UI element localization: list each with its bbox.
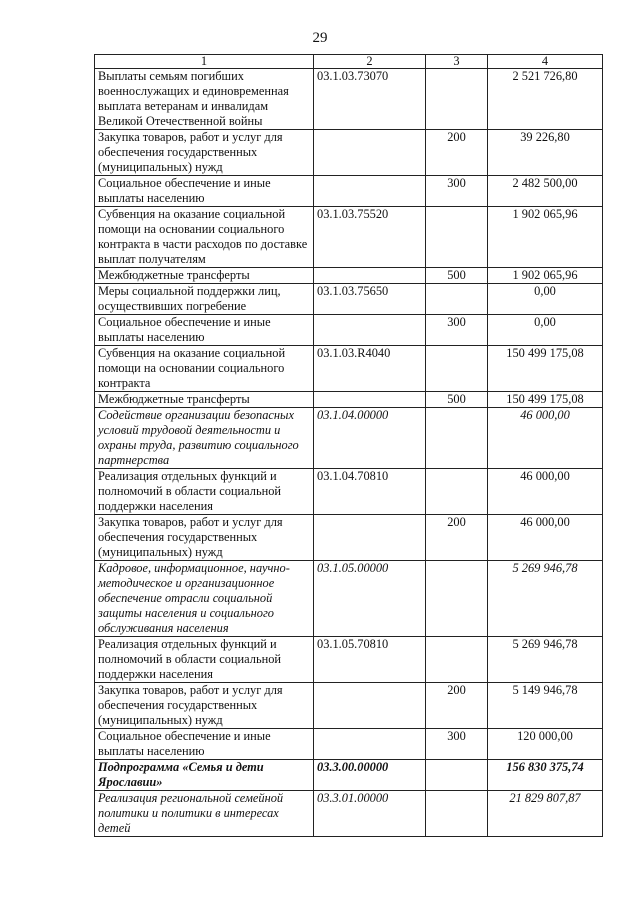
table-body (95, 69, 603, 837)
expense-type-cell: 300 (426, 315, 488, 346)
code-cell: 03.3.00.00000 (314, 760, 426, 791)
amount-cell: 1 902 065,96 (488, 268, 603, 284)
amount-cell: 1 902 065,96 (488, 207, 603, 268)
name-cell: Реализация региональной семейной политики и политики в интересах детей (95, 791, 314, 837)
name-cell: Субвенция на оказание социальной помощи на основании социального контракта (95, 346, 314, 392)
amount-cell: 0,00 (488, 284, 603, 315)
table-row (95, 561, 603, 637)
expense-type-cell (426, 561, 488, 637)
expense-type-cell: 500 (426, 392, 488, 408)
code-cell: 03.1.03.75520 (314, 207, 426, 268)
code-cell (314, 729, 426, 760)
table-row (95, 69, 603, 130)
amount-cell: 120 000,00 (488, 729, 603, 760)
amount-cell: 0,00 (488, 315, 603, 346)
code-cell: 03.1.03.R4040 (314, 346, 426, 392)
amount-cell: 46 000,00 (488, 469, 603, 515)
expense-type-cell (426, 760, 488, 791)
code-cell: 03.1.05.00000 (314, 561, 426, 637)
table-row (95, 729, 603, 760)
amount-cell: 150 499 175,08 (488, 392, 603, 408)
amount-cell: 5 269 946,78 (488, 561, 603, 637)
table-row (95, 268, 603, 284)
code-cell (314, 176, 426, 207)
page-number: 29 (312, 30, 328, 46)
table-row (95, 637, 603, 683)
table-row (95, 683, 603, 729)
name-cell: Межбюджетные трансферты (95, 392, 314, 408)
expense-type-cell (426, 408, 488, 469)
table-row (95, 346, 603, 392)
expense-type-cell: 200 (426, 683, 488, 729)
table-row (95, 392, 603, 408)
amount-cell: 21 829 807,87 (488, 791, 603, 837)
table-row (95, 176, 603, 207)
table-row (95, 284, 603, 315)
code-cell: 03.1.03.73070 (314, 69, 426, 130)
code-cell (314, 130, 426, 176)
code-cell (314, 683, 426, 729)
name-cell: Закупка товаров, работ и услуг для обеспечения государственных (муниципальных) нужд (95, 130, 314, 176)
expense-type-cell (426, 637, 488, 683)
budget-table (94, 54, 603, 837)
amount-cell: 39 226,80 (488, 130, 603, 176)
expense-type-cell: 300 (426, 176, 488, 207)
amount-cell: 156 830 375,74 (488, 760, 603, 791)
name-cell: Социальное обеспечение и иные выплаты населению (95, 315, 314, 346)
name-cell: Социальное обеспечение и иные выплаты населению (95, 176, 314, 207)
name-cell: Закупка товаров, работ и услуг для обеспечения государственных (муниципальных) нужд (95, 683, 314, 729)
header-col-2: 2 (314, 55, 426, 69)
table-row (95, 130, 603, 176)
name-cell: Реализация отдельных функций и полномочий в области социальной поддержки населения (95, 637, 314, 683)
expense-type-cell (426, 346, 488, 392)
expense-type-cell: 300 (426, 729, 488, 760)
header-col-3: 3 (426, 55, 488, 69)
code-cell: 03.1.04.00000 (314, 408, 426, 469)
expense-type-cell (426, 69, 488, 130)
expense-type-cell: 500 (426, 268, 488, 284)
expense-type-cell (426, 791, 488, 837)
amount-cell: 5 269 946,78 (488, 637, 603, 683)
amount-cell: 46 000,00 (488, 408, 603, 469)
name-cell: Межбюджетные трансферты (95, 268, 314, 284)
expense-type-cell (426, 284, 488, 315)
name-cell: Содействие организации безопасных условий трудовой деятельности и охраны труда, развитию социального партнерства (95, 408, 314, 469)
expense-type-cell: 200 (426, 130, 488, 176)
expense-type-cell: 200 (426, 515, 488, 561)
name-cell: Закупка товаров, работ и услуг для обеспечения государственных (муниципальных) нужд (95, 515, 314, 561)
table-row (95, 515, 603, 561)
table-row (95, 791, 603, 837)
expense-type-cell (426, 207, 488, 268)
amount-cell: 2 482 500,00 (488, 176, 603, 207)
table-row (95, 207, 603, 268)
name-cell: Социальное обеспечение и иные выплаты населению (95, 729, 314, 760)
header-col-1: 1 (95, 55, 314, 69)
amount-cell: 5 149 946,78 (488, 683, 603, 729)
amount-cell: 46 000,00 (488, 515, 603, 561)
name-cell: Меры социальной поддержки лиц, осуществивших погребение (95, 284, 314, 315)
table-header-row (95, 55, 603, 69)
code-cell (314, 392, 426, 408)
table-row (95, 469, 603, 515)
code-cell: 03.1.04.70810 (314, 469, 426, 515)
table-row (95, 408, 603, 469)
name-cell: Субвенция на оказание социальной помощи на основании социального контракта в части расходов по доставке выплат получателям (95, 207, 314, 268)
table-row (95, 760, 603, 791)
header-col-4: 4 (488, 55, 603, 69)
code-cell: 03.1.05.70810 (314, 637, 426, 683)
code-cell: 03.3.01.00000 (314, 791, 426, 837)
code-cell (314, 515, 426, 561)
name-cell: Кадровое, информационное, научно-методическое и организационное обеспечение отрасли социальной защиты населения и социального обслуживания населения (95, 561, 314, 637)
amount-cell: 150 499 175,08 (488, 346, 603, 392)
amount-cell: 2 521 726,80 (488, 69, 603, 130)
code-cell (314, 268, 426, 284)
expense-type-cell (426, 469, 488, 515)
name-cell: Подпрограмма «Семья и дети Ярославии» (95, 760, 314, 791)
name-cell: Реализация отдельных функций и полномочий в области социальной поддержки населения (95, 469, 314, 515)
code-cell (314, 315, 426, 346)
code-cell: 03.1.03.75650 (314, 284, 426, 315)
table-row (95, 315, 603, 346)
name-cell: Выплаты семьям погибших военнослужащих и единовременная выплата ветеранам и инвалидам Великой Отечественной войны (95, 69, 314, 130)
